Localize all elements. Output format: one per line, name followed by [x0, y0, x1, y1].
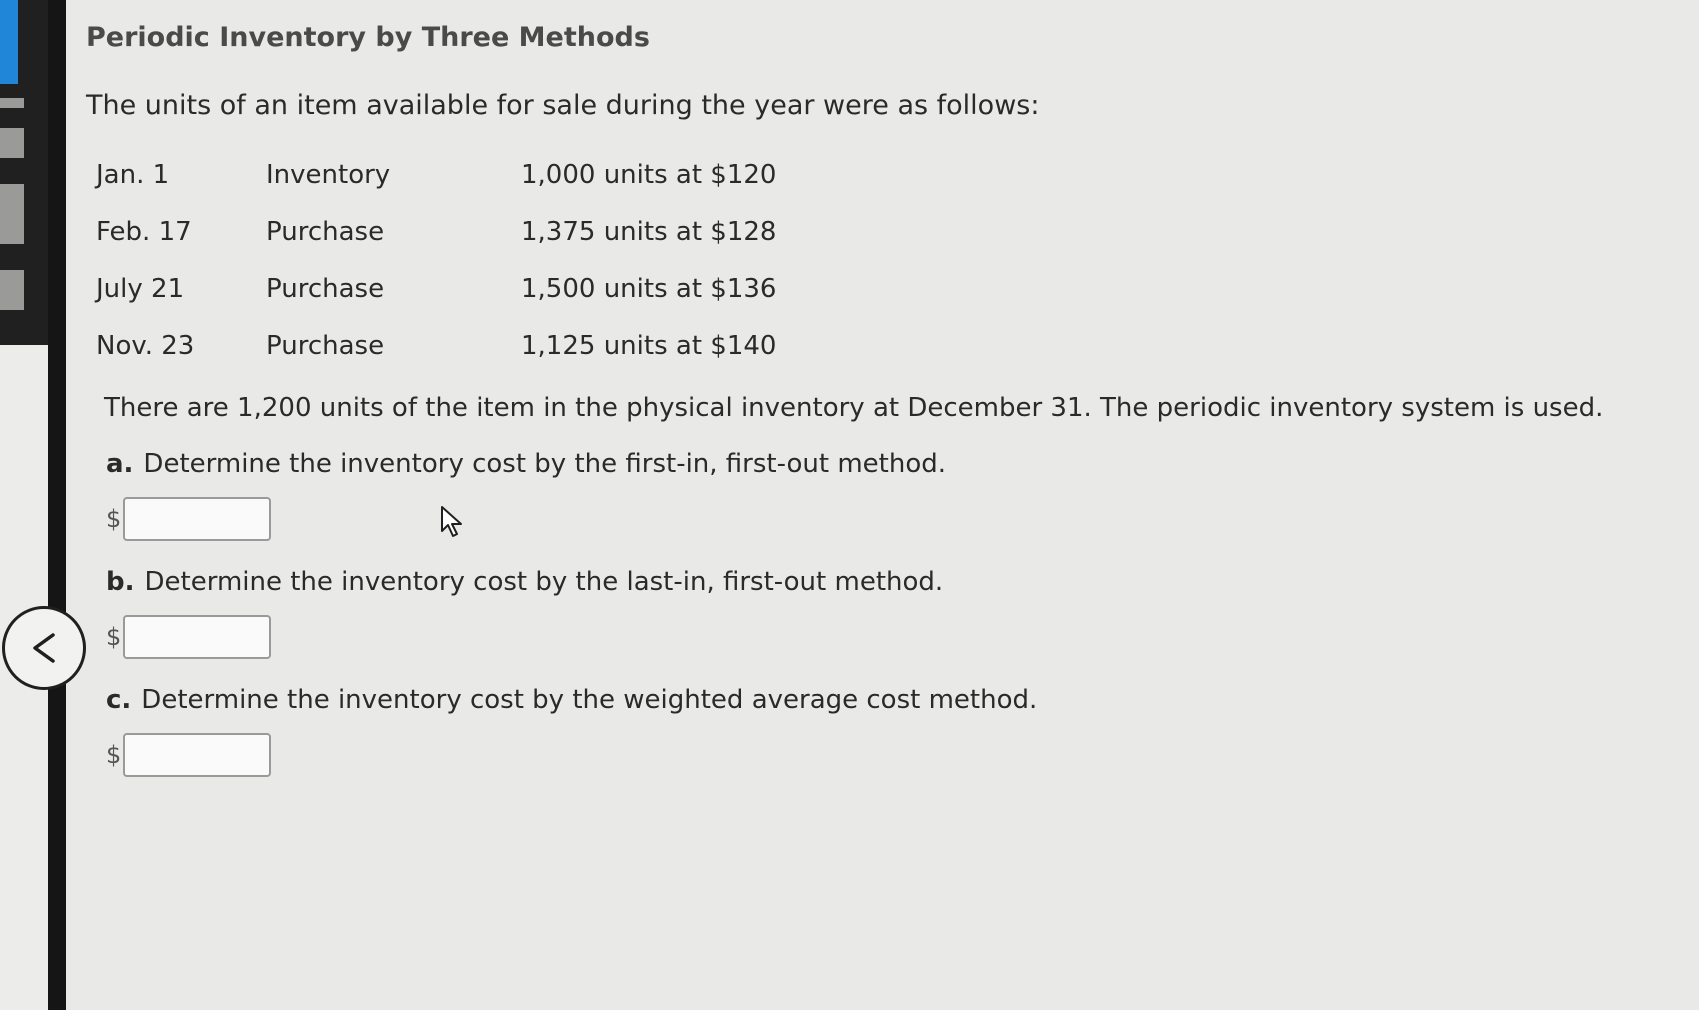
mouse-pointer-icon	[440, 505, 466, 539]
row-date: Feb. 17	[96, 216, 192, 247]
problem-intro: The units of an item available for sale during the year were as follows:	[86, 90, 1040, 121]
question-a	[106, 444, 1656, 546]
question-letter: c.	[106, 685, 132, 715]
sidebar-stripe	[0, 128, 24, 158]
currency-symbol: $	[106, 505, 122, 533]
collapse-sidebar-button[interactable]	[2, 606, 86, 690]
question-b	[106, 562, 1656, 664]
table-row	[96, 260, 971, 317]
currency-symbol: $	[106, 741, 122, 769]
inventory-table	[96, 146, 971, 374]
problem-content	[86, 18, 1656, 782]
left-sidebar	[0, 0, 66, 1010]
sidebar-stripe	[0, 184, 24, 244]
sidebar-active-indicator	[0, 0, 18, 84]
fifo-cost-input[interactable]	[123, 497, 271, 541]
question-text: Determine the inventory cost by the weighted average cost method.	[141, 685, 1038, 715]
row-units: 1,000 units at $120	[521, 159, 777, 190]
row-units: 1,375 units at $128	[521, 216, 777, 247]
row-date: Nov. 23	[96, 330, 195, 361]
question-prompt	[106, 680, 1656, 720]
table-row	[96, 203, 971, 260]
question-prompt	[106, 444, 1656, 484]
question-text: Determine the inventory cost by the first-in, first-out method.	[143, 449, 946, 479]
question-letter: b.	[106, 567, 135, 597]
lifo-cost-input[interactable]	[123, 615, 271, 659]
chevron-left-icon	[26, 630, 62, 666]
table-row	[96, 317, 971, 374]
sidebar-stripe	[0, 98, 24, 108]
row-units: 1,500 units at $136	[521, 273, 777, 304]
question-letter: a.	[106, 449, 134, 479]
answer-row	[106, 610, 1656, 664]
row-date: Jan. 1	[96, 159, 170, 190]
question-prompt	[106, 562, 1656, 602]
problem-title: Periodic Inventory by Three Methods	[86, 22, 650, 53]
row-type: Purchase	[266, 330, 385, 361]
row-type: Inventory	[266, 159, 391, 190]
sidebar-stripe	[0, 270, 24, 310]
answer-row	[106, 728, 1656, 782]
problem-summary: There are 1,200 units of the item in the physical inventory at December 31. The periodic inventory system is used.	[104, 393, 1604, 423]
row-date: July 21	[96, 273, 185, 304]
row-type: Purchase	[266, 273, 385, 304]
row-units: 1,125 units at $140	[521, 330, 777, 361]
sidebar-divider	[48, 0, 66, 1010]
question-text: Determine the inventory cost by the last-in, first-out method.	[144, 567, 944, 597]
row-type: Purchase	[266, 216, 385, 247]
currency-symbol: $	[106, 623, 122, 651]
question-c	[106, 680, 1656, 782]
weighted-average-cost-input[interactable]	[123, 733, 271, 777]
table-row	[96, 146, 971, 203]
answer-row	[106, 492, 1656, 546]
